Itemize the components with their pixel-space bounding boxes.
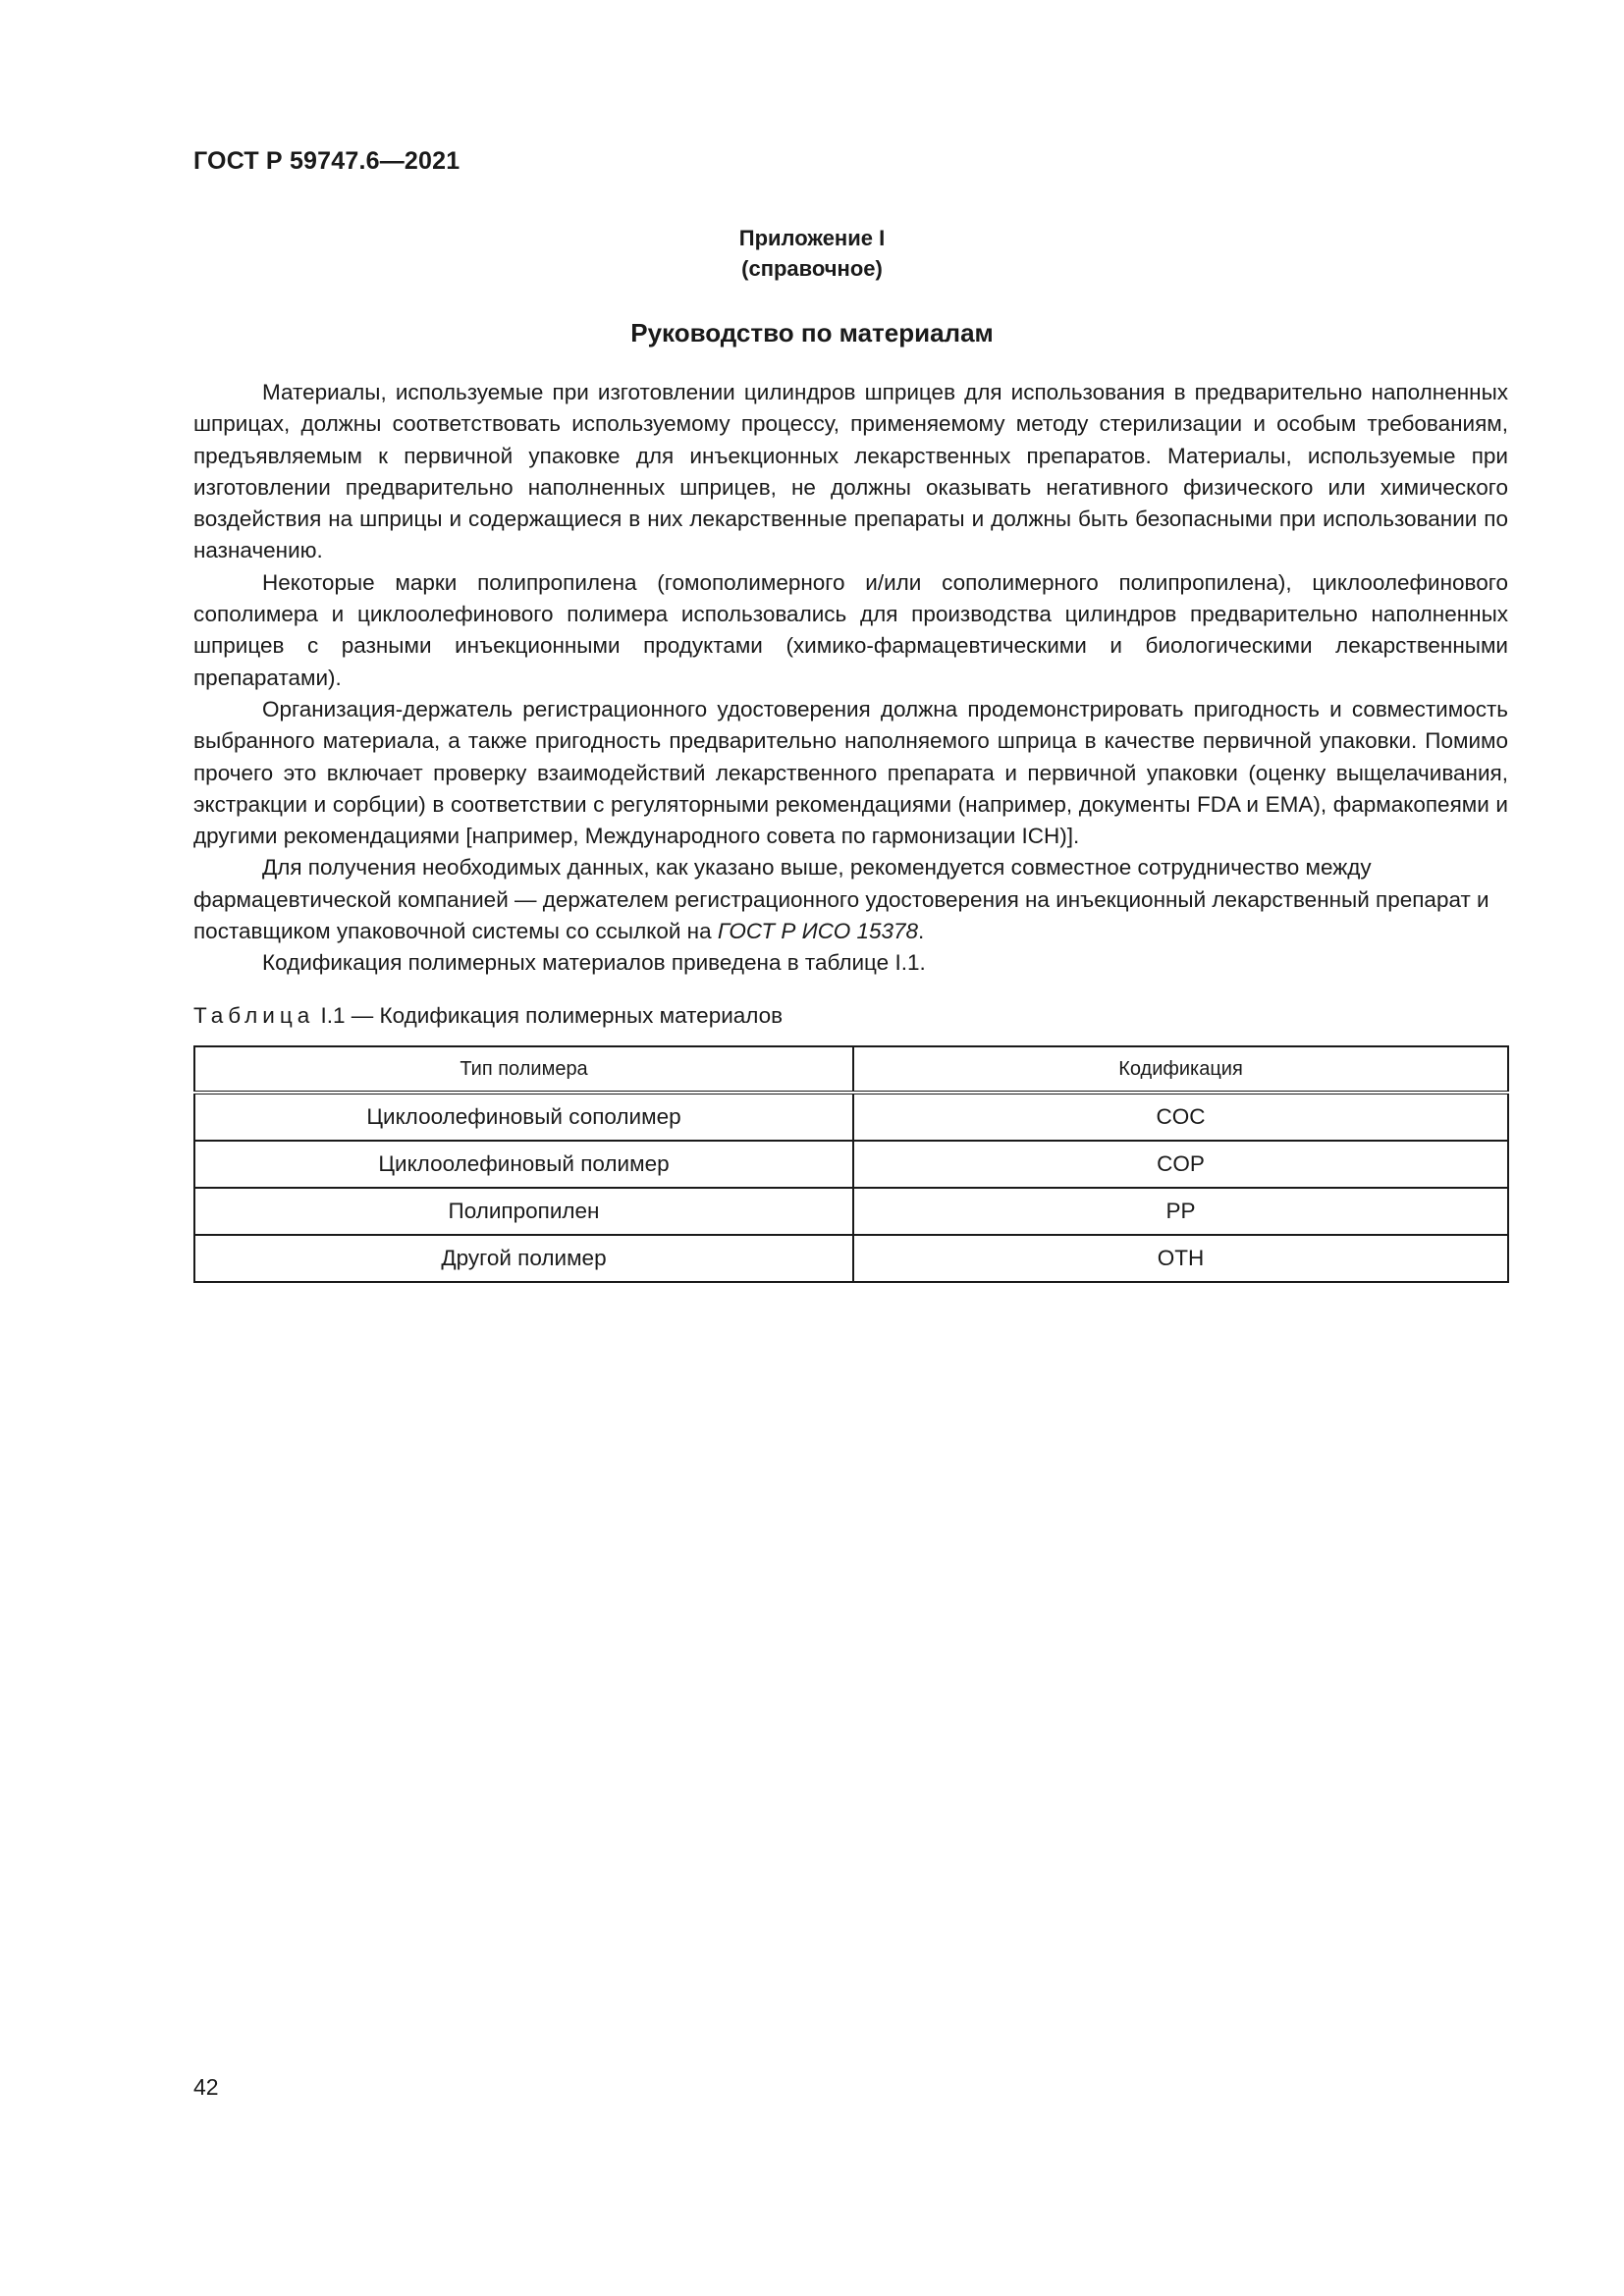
table-row — [194, 1141, 1508, 1188]
paragraph: Организация-держатель регистрационного удостоверения должна продемонстрировать пригодность и совместимость выбранного материала, а также пригодность предварительно наполняемого шприца в качестве первичной упаковки. Помимо прочего это включает проверку взаимодействий лекарственного препарата и первичной упаковки (оценку выщелачивания, экстракции и сорбции) в соответствии с регуляторными рекомендациями (например, документы FDA и EMA), фармакопеями и другими рекомендациями [например, Международного совета по гармонизации ICH)]. — [193, 696, 1508, 849]
polymer-type-cell: Циклоолефиновый сополимер — [194, 1093, 853, 1141]
table-header-row — [194, 1046, 1508, 1093]
annex-subtitle: (справочное) — [741, 256, 883, 281]
table-row — [194, 1188, 1508, 1235]
polymer-type-cell: Другой полимер — [194, 1235, 853, 1282]
polymer-type-cell: Полипропилен — [194, 1188, 853, 1235]
paragraph: Материалы, используемые при изготовлении цилиндров шприцев для использования в предварительно наполненных шприцах, должны соответствовать используемому процессу, применяемому методу стерилизации и особым требованиям, предъявляемым к первичной упаковке для инъекционных лекарственных препаратов. Материалы, используемые при изготовлении предварительно наполненных шприцев, не должны оказывать негативного физического или химического воздействия на шприцы и содержащиеся в них лекарственные препараты и должны быть безопасными при использовании по назначению. — [193, 380, 1508, 563]
section-title: Руководство по материалам — [630, 318, 994, 347]
page-number: 42 — [193, 2074, 219, 2100]
paragraph — [193, 852, 1508, 947]
paragraph-end: . — [918, 919, 925, 944]
standard-reference: ГОСТ Р ИСО 15378 — [717, 919, 919, 944]
codification-cell: COC — [853, 1093, 1508, 1141]
header-codification: Кодификация — [853, 1046, 1508, 1093]
standard-code: ГОСТ Р 59747.6—2021 — [193, 147, 460, 175]
paragraph: Некоторые марки полипропилена (гомополимерного и/или сополимерного полипропилена), циклоолефинового сополимера и циклоолефинового полимера использовались для производства цилиндров предварительно наполненных шприцев с разными инъекционными продуктами (химико-фармацевтическими и биологическими лекарственными препаратами). — [193, 569, 1508, 690]
codification-cell: COP — [853, 1141, 1508, 1188]
paragraph: Кодификация полимерных материалов приведена в таблице I.1. — [262, 950, 926, 976]
codification-cell: PP — [853, 1188, 1508, 1235]
polymer-codification-table — [193, 1045, 1509, 1283]
table-caption-label: Таблица — [193, 1003, 315, 1028]
annex-title: Приложение I — [738, 226, 886, 250]
polymer-type-cell: Циклоолефиновый полимер — [194, 1141, 853, 1188]
codification-cell: OTH — [853, 1235, 1508, 1282]
table-row — [194, 1093, 1508, 1141]
table-caption — [193, 1003, 783, 1029]
body-text — [193, 377, 1508, 980]
table-caption-text: I.1 — Кодификация полимерных материалов — [314, 1003, 784, 1028]
paragraph-text: Для получения необходимых данных, как указано выше, рекомендуется совместное сотрудничество между фармацевтической компанией — держателем регистрационного удостоверения на инъекционный лекарственный препарат и поставщиком упаковочной системы со ссылкой на — [193, 855, 1489, 944]
header-polymer-type: Тип полимера — [194, 1046, 853, 1093]
table-row — [194, 1235, 1508, 1282]
